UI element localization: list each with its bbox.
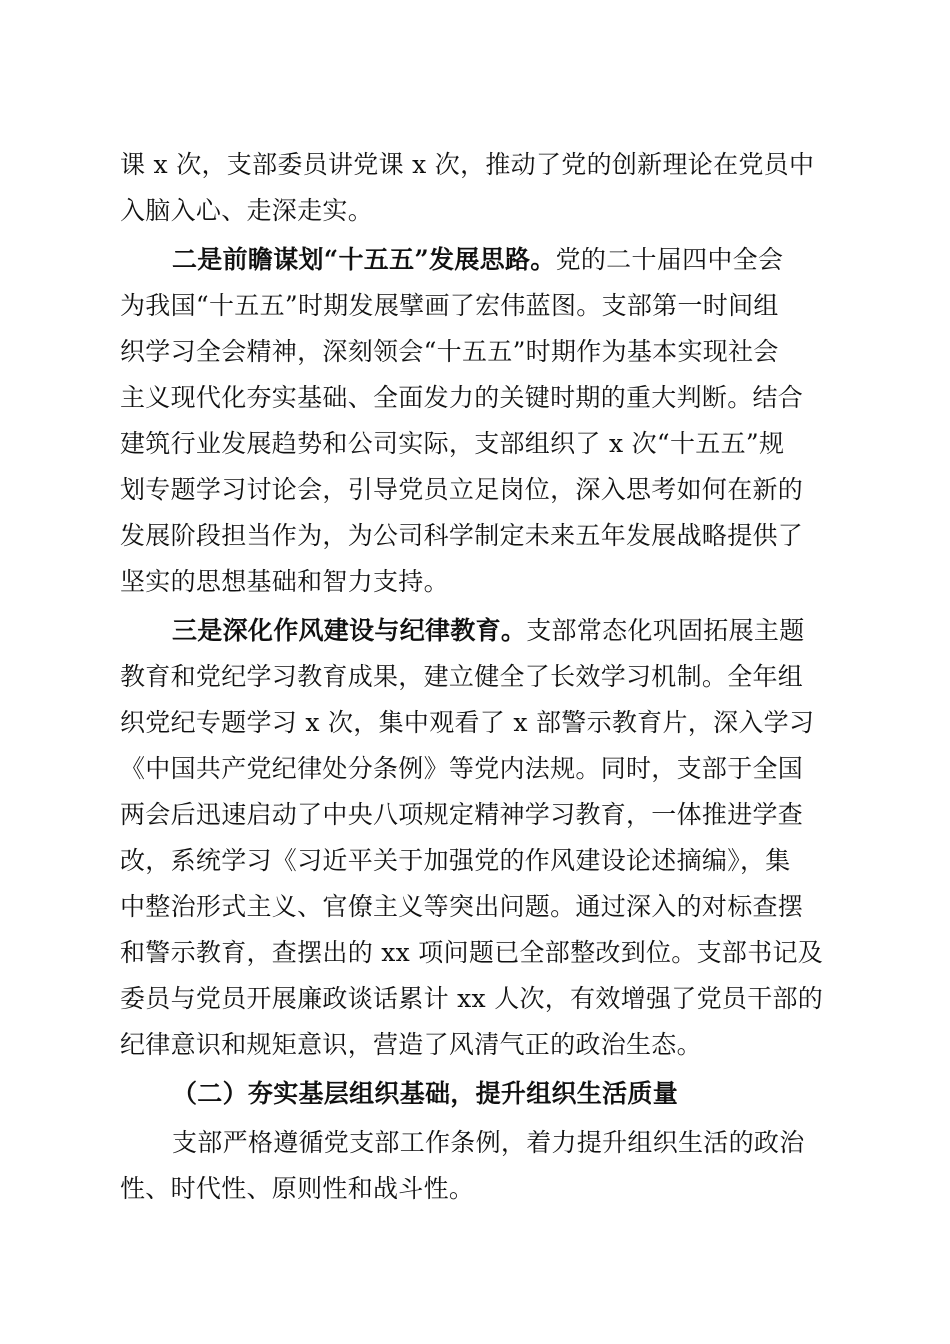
paragraph-intro	[120, 142, 840, 234]
text-line: 课 x 次，支部委员讲党课 x 次，推动了党的创新理论在党员中	[120, 150, 815, 179]
text-line: 中整治形式主义、官僚主义等突出问题。通过深入的对标查摆	[120, 892, 804, 921]
text-line: 坚实的思想基础和智力支持。	[120, 567, 449, 596]
text-line: 和警示教育，查摆出的 xx 项问题已全部整改到位。支部书记及	[120, 938, 824, 967]
text-line: 划专题学习讨论会，引导党员立足岗位，深入思考如何在新的	[120, 475, 804, 504]
text-line: 发展阶段担当作为，为公司科学制定未来五年发展战略提供了	[120, 521, 804, 550]
text-line	[120, 608, 840, 654]
text-line: 委员与党员开展廉政谈话累计 xx 人次，有效增强了党员干部的	[120, 984, 824, 1013]
text-line: 纪律意识和规矩意识，营造了风清气正的政治生态。	[120, 1030, 702, 1059]
text-line: 建筑行业发展趋势和公司实际，支部组织了 x 次“十五五”规	[120, 429, 785, 458]
paragraph-two	[120, 237, 840, 605]
text-line: 教育和党纪学习教育成果，建立健全了长效学习机制。全年组	[120, 662, 804, 691]
section-heading	[120, 1071, 840, 1117]
text-line: 织党纪专题学习 x 次，集中观看了 x 部警示教育片，深入学习	[120, 708, 815, 737]
paragraph-three	[120, 608, 840, 1068]
text-line	[120, 237, 840, 283]
text-line: 为我国“十五五”时期发展擘画了宏伟蓝图。支部第一时间组	[120, 291, 779, 320]
paragraph-four	[120, 1120, 840, 1212]
text-line: 两会后迅速启动了中央八项规定精神学习教育，一体推进学查	[120, 800, 804, 829]
section-heading-text: （二）夯实基层组织基础，提升组织生活质量	[172, 1079, 679, 1108]
text-line: 织学习全会精神，深刻领会“十五五”时期作为基本实现社会	[120, 337, 779, 366]
text-line: 入脑入心、走深走实。	[120, 196, 374, 225]
paragraph-lead: 二是前瞻谋划“十五五”发展思路。	[172, 245, 556, 274]
paragraph-lead: 三是深化作风建设与纪律教育。	[172, 616, 527, 645]
text-line: 主义现代化夯实基础、全面发力的关键时期的重大判断。结合	[120, 383, 804, 412]
text-line: 《中国共产党纪律处分条例》等党内法规。同时，支部于全国	[120, 754, 804, 783]
text-line: 性、时代性、原则性和战斗性。	[120, 1174, 475, 1203]
text-fragment: 支部常态化巩固拓展主题	[526, 616, 805, 645]
text-line: 支部严格遵循党支部工作条例，着力提升组织生活的政治	[172, 1128, 805, 1157]
text-line: 改，系统学习《习近平关于加强党的作风建设论述摘编》，集	[120, 846, 791, 875]
document-body	[120, 142, 840, 1212]
text-fragment: 党的二十届四中全会	[555, 245, 784, 274]
